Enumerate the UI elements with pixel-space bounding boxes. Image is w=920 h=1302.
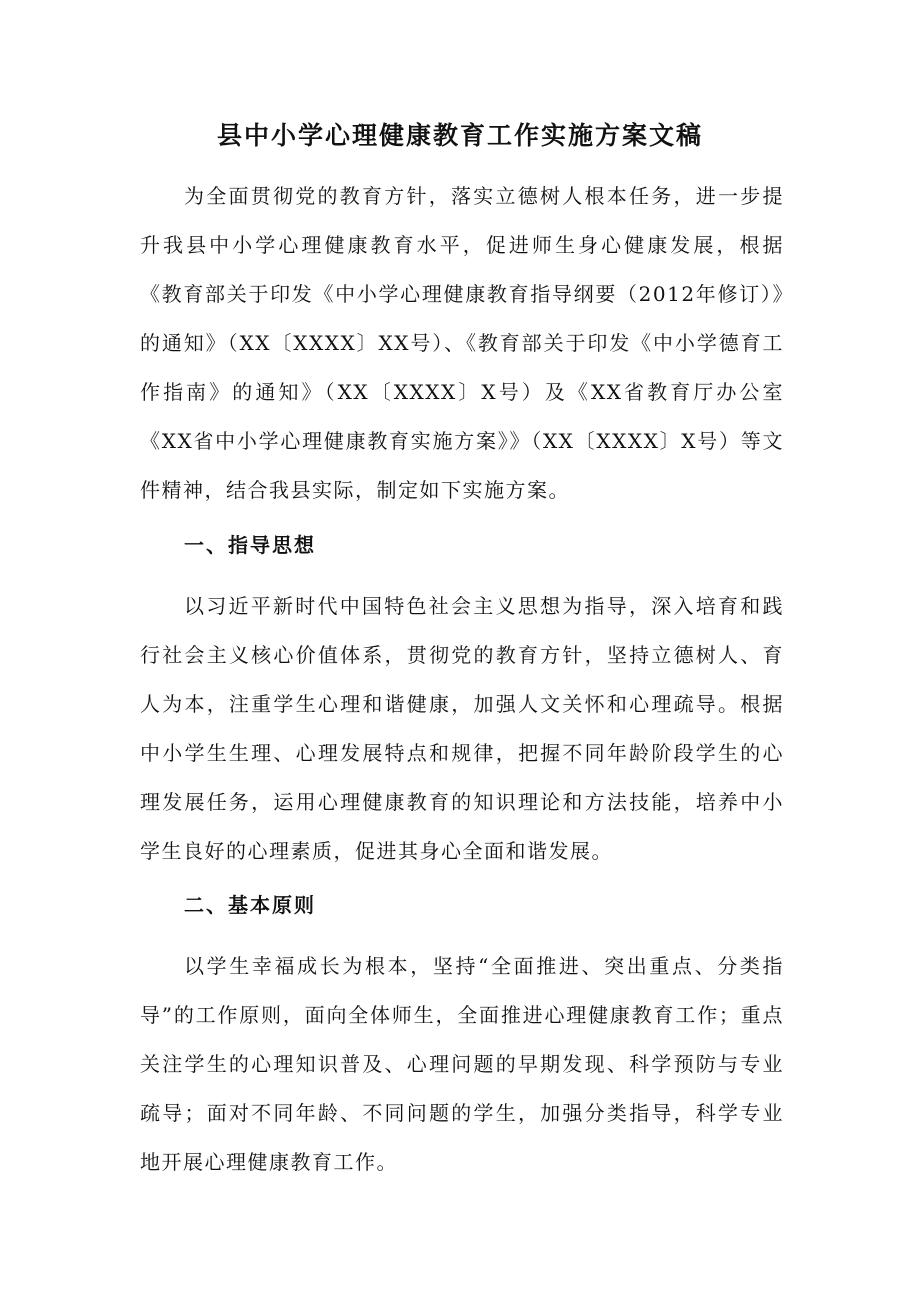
section-body-basic-principles: 以学生幸福成长为根本，坚持“全面推进、突出重点、分类指导”的工作原则，面向全体师生，全面推进心理健康教育工作；重点关注学生的心理知识普及、心理问题的早期发现、科学预防与专业疏导；面对不同年龄、不同问题的学生，加强分类指导，科学专业地开展心理健康教育工作。 bbox=[140, 954, 784, 1174]
section-body-guiding-ideology: 以习近平新时代中国特色社会主义思想为指导，深入培育和践行社会主义核心价值体系，贯彻党的教育方针，坚持立德树人、育人为本，注重学生心理和谐健康，加强人文关怀和心理疏导。根据中小学生生理、心理发展特点和规律，把握不同年龄阶段学生的心理发展任务，运用心理健康教育的知识理论和方法技能，培养中小学生良好的心理素质，促进其身心全面和谐发展。 bbox=[140, 594, 784, 863]
section-heading-basic-principles: 二、基本原则 bbox=[184, 893, 316, 917]
section-heading-guiding-ideology: 一、指导思想 bbox=[184, 533, 316, 557]
document-title: 县中小学心理健康教育工作实施方案文稿 bbox=[216, 121, 703, 150]
intro-paragraph: 为全面贯彻党的教育方针，落实立德树人根本任务，进一步提升我县中小学心理健康教育水平，促进师生身心健康发展，根据《教育部关于印发《中小学心理健康教育指导纲要（2012年修订）》的通知》（XX〔XXXX〕XX号）、《教育部关于印发《中小学德育工作指南》的通知》（XX〔XXXX〕X号）及《XX省教育厅办公室《XX省中小学心理健康教育实施方案》》（XX〔XXXX〕X号）等文件精神，结合我县实际，制定如下实施方案。 bbox=[140, 184, 784, 502]
